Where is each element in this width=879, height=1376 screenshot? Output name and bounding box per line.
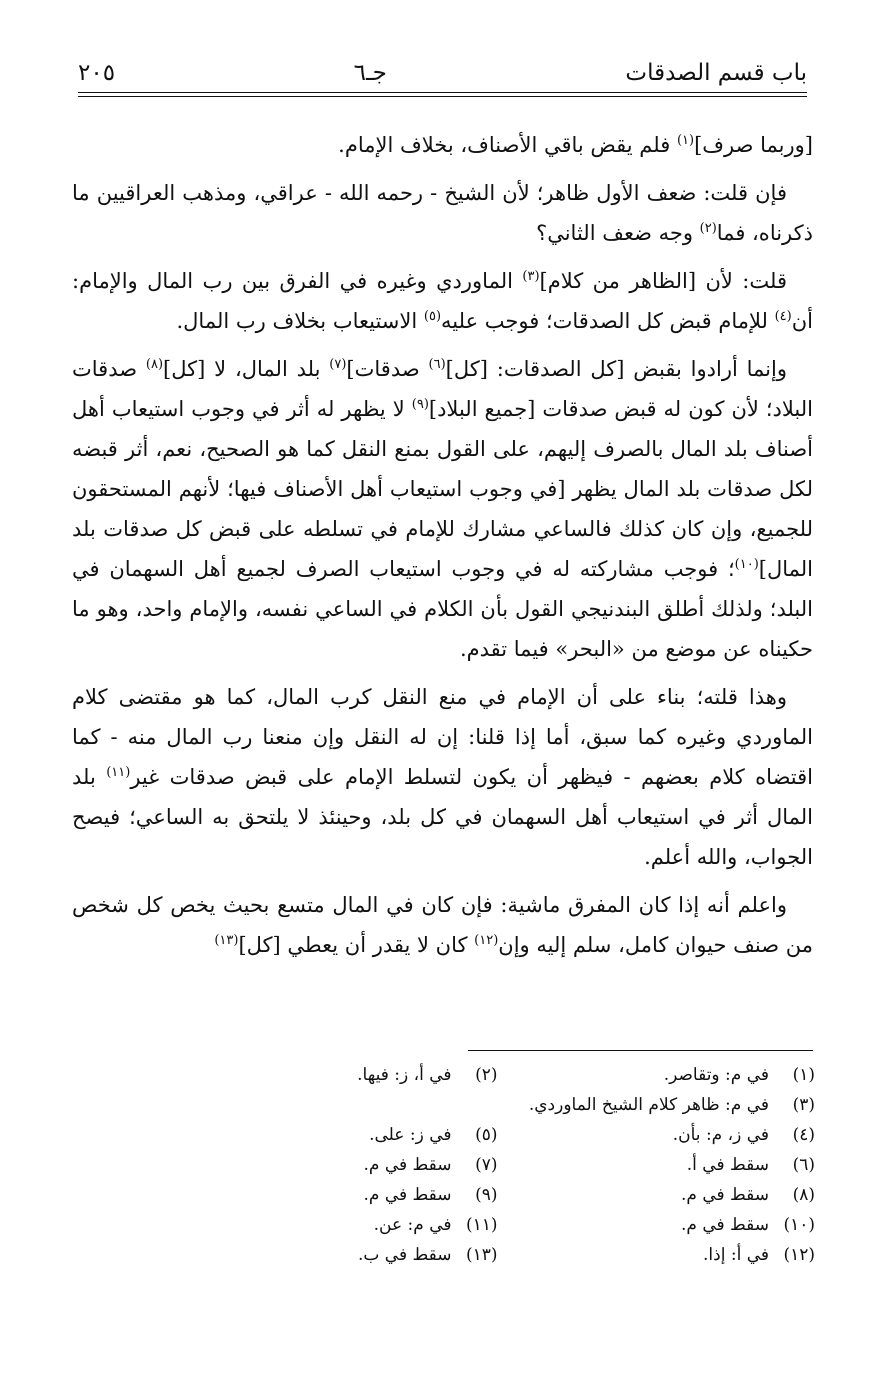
footnote-number: (١٠) [783, 1215, 815, 1235]
text-run: وجه ضعف الثاني؟ [536, 221, 700, 245]
footnote-text: في م: ظاهر كلام الشيخ الماوردي. [528, 1095, 769, 1115]
footnote-marker: (٥) [423, 309, 442, 324]
chapter-title: باب قسم الصدقات [625, 60, 807, 86]
main-text [72, 125, 813, 973]
footnote-number: (١٣) [465, 1245, 498, 1265]
text-run: وهذا قلته؛ بناء على أن الإمام في منع النقل كرب المال، كما هو مقتضى كلام الماوردي وغيره كما سبق، أما إذا قلنا: إن له النقل وإن منعنا رب المال منه - كما اقتضاه كلام بعضهم - فيظهر أن يكون لتسلط الإمام على قبض صدقات غير [72, 685, 813, 789]
text-run: [وربما صرف] [694, 133, 813, 157]
footnote-text: سقط في م. [363, 1155, 452, 1175]
footnote [538, 1122, 816, 1148]
text-run: كان لا يقدر أن يعطي [كل] [238, 933, 475, 957]
text-run: الماوردي وغيره في الفرق بين رب المال والإمام: أن [72, 269, 813, 333]
paragraph [72, 261, 813, 341]
text-run: فإن قلت: ضعف الأول ظاهر؛ لأن الشيخ - رحمه الله - عراقي، ومذهب العراقيين ما ذكرناه، فما [72, 181, 813, 245]
footnote-text: سقط في م. [680, 1215, 769, 1235]
footnote [538, 1152, 816, 1178]
footnote-number: (٩) [475, 1185, 498, 1205]
footnote-text: سقط في أ. [686, 1155, 769, 1175]
footnote-marker: (٢) [699, 221, 717, 236]
text-run: للإمام قبض كل الصدقات؛ فوجب عليه [441, 309, 775, 333]
footnote-text: في أ، ز: فيها. [357, 1065, 452, 1085]
footnote-number: (١١) [465, 1215, 498, 1235]
footnote-separator [468, 1050, 813, 1051]
footnote-text: في م: عن. [373, 1215, 452, 1235]
footnote-number: (١) [792, 1065, 815, 1085]
footnote [220, 1062, 498, 1088]
footnote [538, 1242, 816, 1268]
footnote-text: في أ: إذا. [703, 1245, 769, 1265]
footnote-marker: (٧) [329, 357, 347, 372]
footnote-text: سقط في م. [680, 1185, 769, 1205]
volume-label: جـ٦ [353, 60, 387, 86]
paragraph [72, 885, 813, 965]
footnote-marker: (١١) [106, 765, 131, 780]
text-run: ؛ فوجب مشاركته له في وجوب استيعاب الصرف لجميع أهل السهمان في البلد؛ ولذلك أطلق البندنيجي القول بأن الكلام في الساعي نفسه، والإمام واحد، وهو ما حكيناه عن موضع من «البحر» فيما تقدم. [72, 557, 813, 661]
paragraph [72, 125, 813, 165]
paragraph [72, 173, 813, 253]
footnote-marker: (٨) [145, 357, 164, 372]
footnote-text: سقط في م. [363, 1185, 452, 1205]
footnote [538, 1182, 816, 1208]
header-rule [78, 92, 807, 97]
footnote-marker: (١٣) [214, 933, 239, 948]
footnote [220, 1242, 498, 1268]
text-run: صدقات البلاد؛ لأن كون له قبض صدقات [جميع البلاد] [72, 357, 813, 421]
paragraph [72, 349, 813, 669]
footnote [220, 1092, 815, 1118]
text-run: فلم يقض باقي الأصناف، بخلاف الإمام. [338, 133, 677, 157]
footnote [220, 1212, 498, 1238]
footnote-text: في م: وتقاصر. [663, 1065, 769, 1085]
page-number: ٢٠٥ [78, 60, 116, 86]
text-run: بلد المال، لا [كل] [163, 357, 330, 381]
text-run: قلت: لأن [الظاهر من كلام] [539, 269, 787, 293]
text-run: بلد المال أثر في استيعاب أهل السهمان في كل بلد، وحينئذ لا يلتحق به الساعي؛ فيصح الجواب، والله أعلم. [72, 765, 813, 869]
footnote-number: (٨) [792, 1185, 815, 1205]
footnote-marker: (١) [676, 133, 695, 148]
footnote-number: (٣) [792, 1095, 815, 1115]
text-run: الاستيعاب بخلاف رب المال. [176, 309, 424, 333]
footnote-number: (١٢) [783, 1245, 815, 1265]
paragraph [72, 677, 813, 877]
text-run: لا يظهر له أثر في وجوب استيعاب أهل أصناف بلد المال بالصرف إليهم، على القول بمنع النقل كما هو الصحيح، نعم، أثر قبضه لكل صدقات بلد المال يظهر [في وجوب استيعاب أهل الأصناف فيها؛ لأنهم المستحقون للجميع، وإن كان كذلك فالساعي مشارك للإمام في تسلطه على قبض كل صدقات بلد المال] [72, 397, 813, 581]
text-run: وإنما أرادوا بقبض [كل الصدقات: [كل] [445, 357, 787, 381]
footnote [220, 1152, 498, 1178]
running-header [78, 56, 807, 90]
footnote-marker: (٤) [774, 309, 792, 324]
footnote-number: (٦) [792, 1155, 815, 1175]
footnote [220, 1122, 498, 1148]
footnote [538, 1212, 816, 1238]
footnote-marker: (١٠) [734, 557, 759, 572]
footnote-text: سقط في ب. [358, 1245, 452, 1265]
footnote-number: (٥) [475, 1125, 498, 1145]
footnote-text: في ز: على. [369, 1125, 452, 1145]
footnote [220, 1182, 498, 1208]
footnote-marker: (٣) [522, 269, 540, 284]
text-run: واعلم أنه إذا كان المفرق ماشية: فإن كان في المال متسع بحيث يخص كل شخص من صنف حيوان كامل، سلم إليه وإن [72, 893, 813, 957]
footnote-number: (٢) [475, 1065, 498, 1085]
text-run: صدقات] [346, 357, 429, 381]
footnote [538, 1062, 816, 1088]
footnote-marker: (٩) [411, 397, 429, 412]
footnote-marker: (٦) [428, 357, 446, 372]
footnote-number: (٤) [792, 1125, 815, 1145]
footnote-text: في ز، م: بأن. [672, 1125, 769, 1145]
footnotes [220, 1062, 815, 1268]
footnote-marker: (١٢) [474, 933, 499, 948]
footnote-number: (٧) [475, 1155, 498, 1175]
